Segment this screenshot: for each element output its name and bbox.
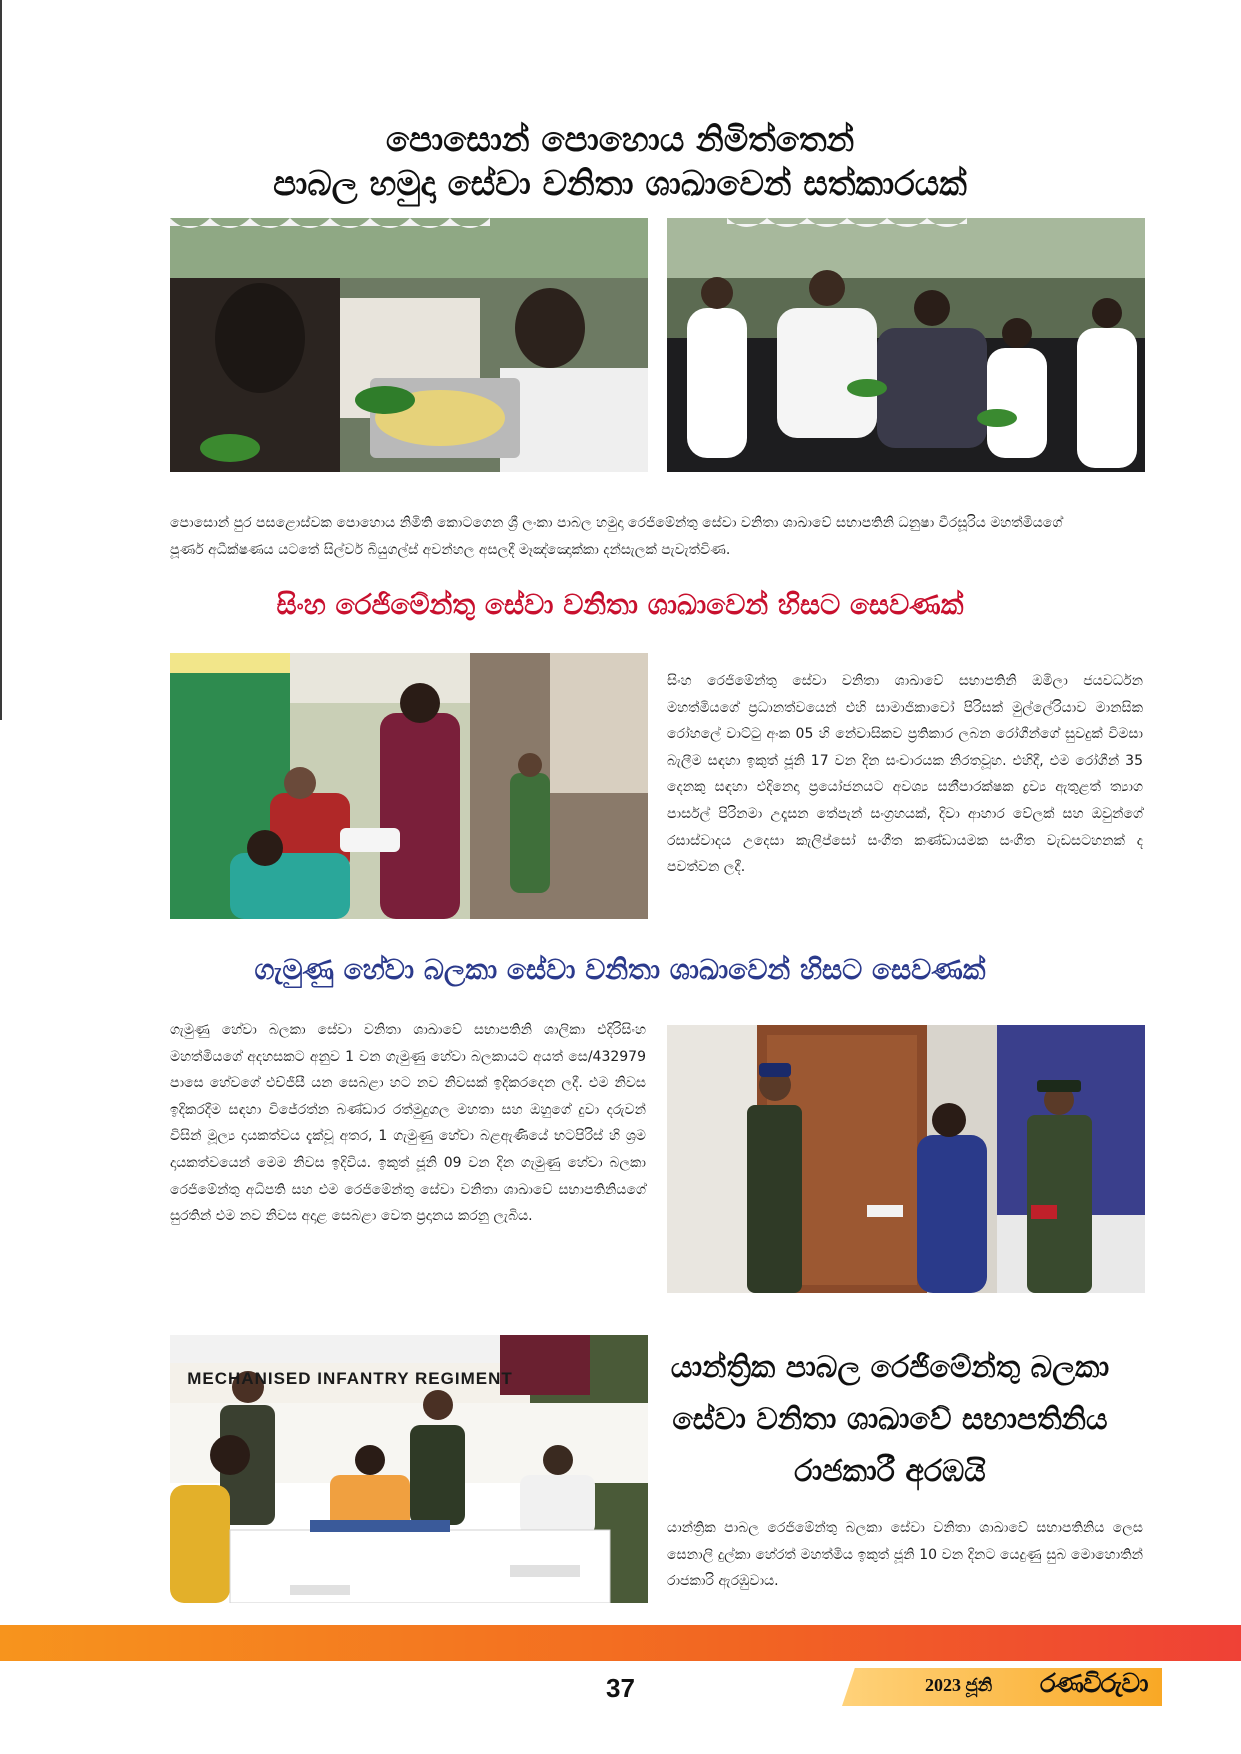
- article2-body: සිංහ රෙජිමේන්තු සේවා වනිතා ශාඛාවේ සභාපතිනි ඔමිලා ජයවර්ධන මහත්මියගේ ප්‍රධානත්වයෙන් එහි සාමාජිකාවෝ පිරිසක් මුල්ලේරියාව මානසික රෝහලේ වාට්ටු අංක 05 හි නේවාසිකව ප්‍රතිකාර ලබන රෝගීන්ගේ සුවදුක් විමසා බැලීම සඳහා ඉකුත් ජූනි 17 වන දින සංචාරයක නිරතවූහ. එහිදී, එම රෝගීන් 35 දෙනකු සඳහා එදිනෙදා ප්‍රයෝජනයට අවශ්‍ය සනීපාරක්ෂක ද්‍රව්‍ය ඇතුළත් ත්‍යාග පාර්සල් පිරිනමා උදෑසන තේපැන් සංග්‍රහයක්, දිවා ආහාර වේලක් සහ ඔවුන්ගේ රසාස්වාදය උදෙසා කැලිප්සෝ සංගීත කණ්ඩායමක සංගීත වැඩසටහනක් ද පවත්වන ලදී.: [667, 673, 1143, 876]
- article2-headline: සිංහ රෙජිමේන්තු සේවා වනිතා ශාඛාවෙන් හිසට සෙවණක්: [276, 588, 964, 621]
- issue-date: 2023 ජූනි: [925, 1675, 993, 1695]
- article1-title: [170, 118, 1070, 206]
- article3-headline: ගැමුණු හේවා බලකා සේවා වනිතා ශාඛාවෙන් හිසට සෙවණක්: [254, 953, 986, 986]
- article1-title-line1: පොසොන් පොහොය නිමිත්තෙන්: [385, 120, 855, 160]
- photo-guests-eating: [667, 218, 1145, 472]
- page-number: 37: [606, 1673, 635, 1703]
- article3-body: ගැමුණු හේවා බලකා සේවා වනිතා ශාඛාවේ සභාපතිනි ශාලිකා එදිරිසිංහ මහත්මියගේ අදහසකට අනුව 1 වන ගැමුණු හේවා බලකායට අයත් සෙ/432979 පාසෙ හේවගේ එච්ජීසී යන සෙබළා හට නව නිවසක් ඉදිකරදෙන ලදී. එම නිවස ඉදිකරදීම සඳහා විජේරත්න බණ්ඩාර රත්මුදුගල මහතා සහ ඔහුගේ දුවා දරුවන් විසින් මූල්‍ය දායකත්වය දැක්වූ අතර, 1 ගැමුණු හේවා බළඇණියේ භටපිරිස් හි ශ්‍රම දායකත්වයෙන් මෙම නිවස ඉදිවිය. ඉකුත් ජූනි 09 වන දින ගැමුණු හේවා බලකා රෙජිමේන්තු අධිපති සහ එම රෙජිමේන්තු සේවා වනිතා ශාඛාවේ සභාපතිනියගේ සුරතින් එම නව නිවස අදාළ සෙබළා වෙත ප්‍රදානය කරනු ලැබිය.: [170, 1022, 646, 1225]
- article4-title-line1: යාන්ත්‍රික පාබල රෙජිමේන්තු බලකා: [670, 1350, 1110, 1385]
- article4-title-line2: සේවා වනිතා ශාඛාවේ සභාපතිනිය: [672, 1402, 1108, 1437]
- photo-hospital-visit: [170, 653, 648, 919]
- article4-title-line3: රාජකාරී අරඹයි: [794, 1454, 986, 1489]
- page-edge-line: [0, 0, 2, 720]
- photo-alms-serving: [170, 218, 648, 472]
- article1-title-line2: පාබල හමුදා සේවා වනිතා ශාඛාවෙන් සත්කාරයක්: [273, 164, 967, 204]
- photo-assumption-of-duties: [170, 1335, 648, 1603]
- photo-banner-text: MECHANISED INFANTRY REGIMENT: [187, 1369, 513, 1388]
- masthead-logo: රණවිරුවා: [1040, 1669, 1148, 1699]
- footer-color-bar: [0, 1625, 1241, 1661]
- article4-body: යාන්ත්‍රික පාබල රෙජිමේන්තු බලකා සේවා වනිතා ශාඛාවේ සභාපතිනිය ලෙස සෙනාලි දුල්කා හේරත් මහත්මිය ඉකුත් ජූනි 10 වන දිනට යෙදුණු සුබ මොහොතින් රාජකාරි ඇරඹුවාය.: [667, 1520, 1143, 1590]
- article1-caption: පොසොන් පුර පසළොස්වක පොහොය නිමිති කොටගෙන ශ්‍රී ලංකා පාබල හමුදා රෙජිමේන්තු සේවා වනිතා ශාඛාවේ සභාපතිනි ධනුෂා වීරසූරිය මහත්මියගේ පූර්ණ අධීක්ෂණය යටතේ සිල්වර් බියුගල්ස් අවන්හල අසලදී මෑඤ්ඤොක්කා දන්සැලක් පැවැත්විණ.: [170, 515, 1063, 558]
- photo-house-handover: [667, 1025, 1145, 1293]
- article4-title: [660, 1342, 1120, 1498]
